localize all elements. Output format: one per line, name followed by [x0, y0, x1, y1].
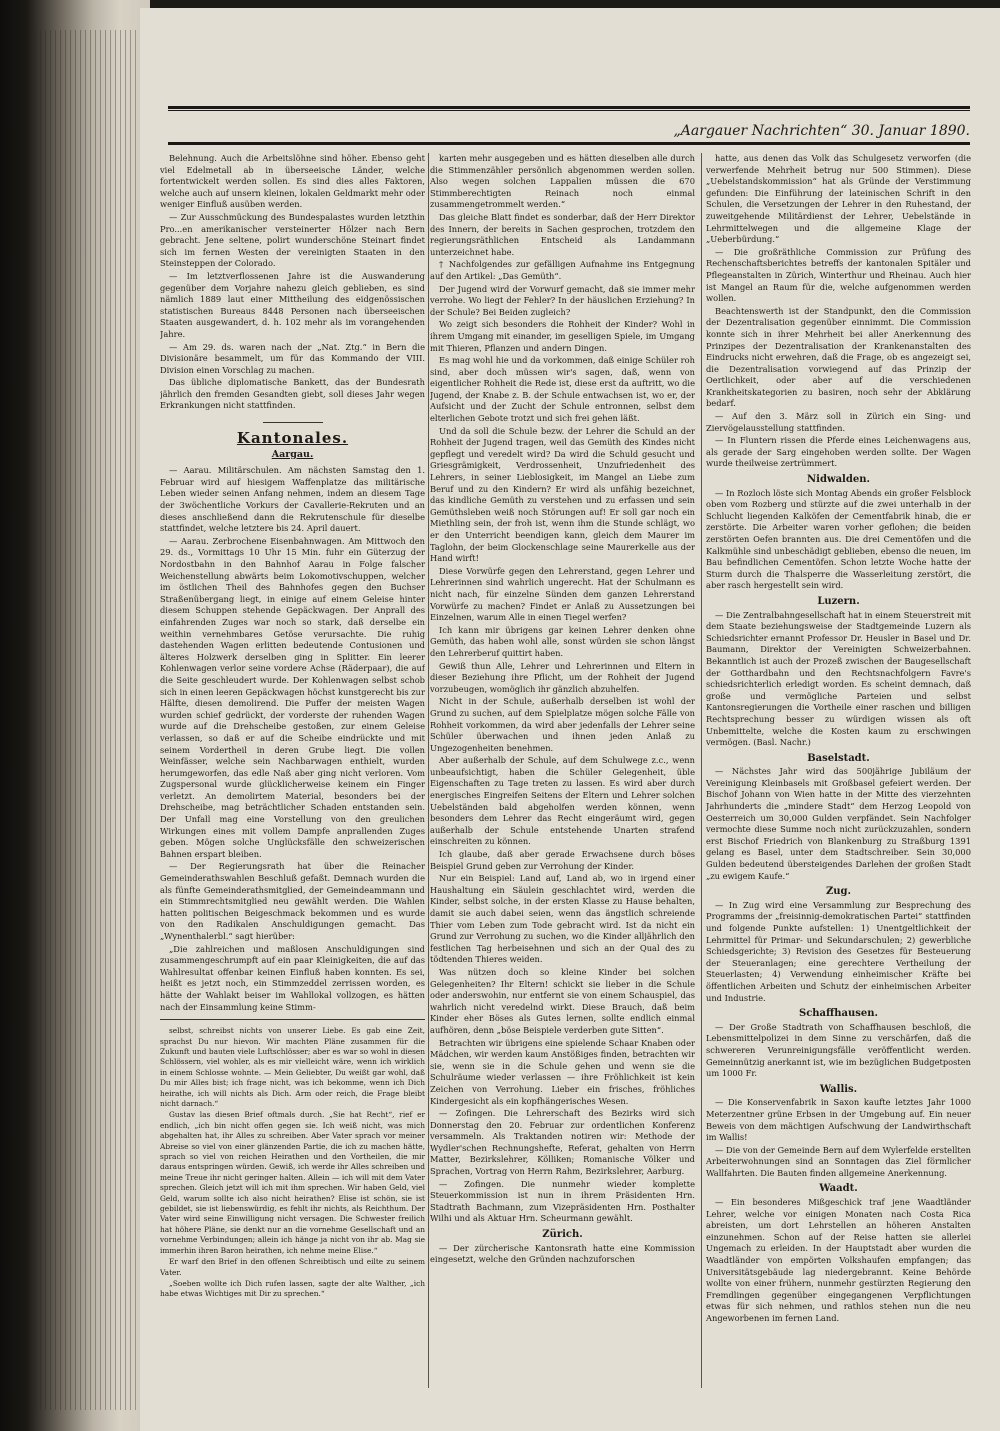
- article-paragraph: Der Jugend wird der Vorwurf gemacht, daß sie immer mehr verrohe. Wo liegt der Fehler? In der häuslichen Erziehung? In der Schule? Bei Beiden zugleich?: [430, 283, 695, 317]
- article-paragraph: Diese Vorwürfe gegen den Lehrerstand, gegen Lehrer und Lehrerinnen sind wahrlich ungerecht. Hat der Schulmann es nicht nach, für einzelne Sünden dem ganzen Lehrerstand Vorwürfe zu machen? Findet er Anlaß zu Aussetzungen bei Einzelnen, warum Alle in einen Tiegel werfen?: [430, 565, 695, 623]
- region-heading: Schaffhausen.: [798, 1008, 879, 1020]
- region-heading: Nidwalden.: [807, 474, 870, 486]
- region-heading: Waadt.: [819, 1183, 858, 1195]
- article-paragraph: Ich glaube, daß aber gerade Erwachsene durch böses Beispiel Grund geben zur Verrohung der Kinder.: [430, 849, 695, 871]
- region-heading: Luzern.: [817, 595, 860, 607]
- masthead-rule-top: [168, 106, 970, 109]
- article-paragraph: — Die von der Gemeinde Bern auf dem Wylerfelde erstellten Arbeiterwohnungen sind an Sonntagen das Ziel förmlicher Wallfahrten. Die Bauten finden allgemeine Anerkennung.: [706, 1144, 971, 1178]
- article-paragraph: — Die Konservenfabrik in Saxon kaufte letztes Jahr 1000 Meterzentner grüne Erbsen in der Umgebung auf. Ein neuer Beweis von dem mächtigen Aufschwung der Landwirthschaft im Wallis!: [706, 1097, 971, 1143]
- masthead-rule-bottom: [168, 142, 970, 145]
- article-paragraph: Was nützen doch so kleine Kinder bei solchen Gelegenheiten? Ihr Eltern! schickt sie lieber in die Schule oder anderswohin, nur entfernt sie von einem Schauspiel, das wahrlich nicht veredelnd wirkt. Diese Brauch, daß beim Kinder eher Böses als Gutes lernen, sollte endlich einmal aufhören, denn „böse Beispiele verderben gute Sitten“.: [430, 966, 695, 1035]
- article-paragraph: — Die großräthliche Commission zur Prüfung des Rechenschaftsberichtes betreffs der kantonalen Spitäler und Pflegeanstalten in Zürich, Winterthur und Rheinau. Auch hier ist Mangel an Raum für die, welche aufgenommen werden wollen.: [706, 246, 971, 304]
- article-paragraph: † Nachfolgendes zur gefälligen Aufnahme ins Entgegnung auf den Artikel: „Das Gemüth“.: [430, 259, 695, 281]
- feuilleton-paragraph: selbst, schreibst nichts von unserer Liebe. Es gab eine Zeit, sprachst Du nur hievon. Wir machten Pläne zusammen für die Zukunft und bauten viele Luftschlösser; aber es war so wohl in diesen Schlössern, viel wohler, als es mir vielleicht wäre, wenn ich wirklich in einem Schlosse wohnte. — Mein Geliebter, Du weißt gar wohl, daß Du mir Alles bist; ich frage nicht, was ich bekomme, wenn ich Dich heirathe, ich will nichts als Dich. Arm oder reich, die Frage bleibt nicht darnach.“: [160, 1026, 425, 1108]
- article-paragraph: — Der zürcherische Kantonsrath hatte eine Kommission eingesetzt, welche den Gründen nachzuforschen: [430, 1242, 695, 1265]
- region-heading: Zürich.: [542, 1229, 583, 1241]
- article-paragraph: — Aarau. Militärschulen. Am nächsten Samstag den 1. Februar wird auf hiesigem Waffenplatze das militärische Leben wieder seinen Anfang nehmen, indem an diesem Tage der 3wöchentliche Vorkurs der Cavallerie-Rekruten und an dieses anschließend dann die Rekrutenschule für dieselbe stattfindet, welche letztere bis 24. April dauert.: [160, 465, 425, 534]
- article-paragraph: hatte, aus denen das Volk das Schulgesetz verworfen (die verwerfende Mehrheit betrug nur 500 Stimmen). Diese „Uebelstandskommission“ hat als Gründe der Verstimmung gefunden: Die Einführung der lateinischen Schrift in den Schulen, die Versetzungen der Lehrer in den Ruhestand, der zuweitgehende Militärdienst der Lehrer, Uebelstände in Lehrmittelwegen und die allgemeine Klage der „Ueberbürdung.“: [706, 153, 971, 245]
- book-spine: [0, 0, 150, 1431]
- feuilleton-paragraph: „Soeben wollte ich Dich rufen lassen, sagte der alte Walther, „ich habe etwas Wichtiges mit Dir zu sprechen.“: [160, 1278, 425, 1299]
- article-paragraph: Ich kann mir übrigens gar keinen Lehrer denken ohne Gemüth, das haben wohl alle, sonst würden sie schon längst den Lehrerberuf quittirt haben.: [430, 624, 695, 658]
- region-heading: Zug.: [825, 886, 852, 898]
- article-paragraph: — In Zug wird eine Versammlung zur Besprechung des Programms der „freisinnig-demokratischen Partei“ stattfinden und folgende Punkte aufstellen: 1) Unentgeltlichkeit der Lehrmittel für Primar- und Sekundarschulen; 2) gewerbliche Schiedsgerichte; 3) Revision des Gesetzes für Besteuerung der Steueranlagen; eine gerechtere Vertheilung der Steuerlasten; 4) Verwendung einheimischer Kräfte bei öffentlichen Arbeiten und Schutz der einheimischen Arbeiter und Industrie.: [706, 899, 971, 1003]
- article-paragraph: Nicht in der Schule, außerhalb derselben ist wohl der Grund zu suchen, auf dem Spielplatze mögen solche Fälle von Rohheit vorkommen, da wird aber jedenfalls der Lehrer seine Schüler überwachen und ihnen jeden Anlaß zu Ungezogenheiten benehmen.: [430, 696, 695, 753]
- article-paragraph: — Zofingen. Die nunmehr wieder komplette Steuerkommission ist nun in ihrem Präsidenten Hrn. Stadtrath Bachmann, zum Vizepräsidenten Hrn. Posthalter Wilhi und als Aktuar Hrn. Scheurmann gewählt.: [430, 1178, 695, 1224]
- article-paragraph: — Ein besonderes Mißgeschick traf jene Waadtländer Lehrer, welche vor einigen Monaten nach Costa Rica abreisten, um dort Lehrstellen an höheren Anstalten einzunehmen. Schon auf der Reise hatten sie allerlei Ungemach zu erleiden. In der Hauptstadt aber wurden die Waadtländer von empörten Volkshaufen empfangen; das Universitätsgebäude lag niedergebrannt. Keine Behörde wollte von einer frühern, nunmehr gestürzten Regierung den Fremdlingen gegenüber eingegangenen Verpflichtungen etwas für sich nehmen, und rathlos stehen nun die neu Angeworbenen im fernen Land.: [706, 1197, 971, 1323]
- region-heading: Wallis.: [819, 1083, 858, 1095]
- column-divider-2: [701, 153, 702, 1388]
- article-paragraph: — Zofingen. Die Lehrerschaft des Bezirks wird sich Donnerstag den 20. Februar zur ordentlichen Konferenz versammeln. Als Traktanden notiren wir: Methode der Wydler'schen Rechnungshefte, Referat, gehalten von Herrn Matter, Bezirkslehrer, Kölliken; Romanische Völker und Sprachen, Vortrag von Herrn Rahm, Bezirkslehrer, Aarburg.: [430, 1108, 695, 1177]
- article-paragraph: Das gleiche Blatt findet es sonderbar, daß der Herr Direktor des Innern, der bereits in Sachen gesprochen, trotzdem den regierungsräthlichen Entscheid als Landammann unterzeichnet habe.: [430, 211, 695, 257]
- article-paragraph: — Die Zentralbahngesellschaft hat in einem Steuerstreit mit dem Staate beziehungsweise der Stadtgemeinde Luzern als Schiedsrichter ernannt Professor Dr. Heusler in Basel und Dr. Baumann, Direktor der Vereinigten Schweizerbahnen. Bekanntlich ist auch der Prozeß zwischen der Baugesellschaft der Gotthardbahn und den Rechtsnachfolgern Favre's schiedsrichterlich erledigt worden. Es scheint demnach, daß große und vermögliche Parteien und selbst Kantonsregierungen die Vortheile einer raschen und billigen Rechtsprechung besser zu würdigen wissen als oft Unbemittelte, welche die Kosten kaum zu erschwingen vermögen. (Basl. Nachr.): [706, 609, 971, 748]
- subsection-heading: Aargau.: [271, 448, 314, 460]
- feuilleton-paragraph: Er warf den Brief in den offenen Schreibtisch und eilte zu seinem Vater.: [160, 1257, 425, 1277]
- article-paragraph: — Auf den 3. März soll in Zürich ein Sing- und Ziervögelausstellung stattfinden.: [706, 411, 971, 433]
- article-paragraph: — In Rozloch löste sich Montag Abends ein großer Felsblock oben vom Rozberg und stürzte auf die zwei unterhalb in der Schlucht liegenden Kalköfen der Cementfabrik hinab, die er zerstörte. Die Arbeiter waren vorher geflohen; die beiden zerstörten Oefen brannten aus. Die drei Cementöfen und die Kalkmühle sind unbeschädigt geblieben, ebenso die neuen, im Bau befindlichen Cementöfen. Schon letzte Woche hatte der Sturm durch die Thalsperre die Wasserleitung zerstört, die aber rasch hergestellt sein wird.: [706, 487, 971, 591]
- article-paragraph: karten mehr ausgegeben und es hätten dieselben alle durch die Stimmenzähler persönlich abgenommen werden sollen. Also wegen solchen Lappalien müssen die 670 Stimmberechtigten Reinach noch einmal zusammengetrommelt werden.“: [430, 153, 695, 210]
- article-paragraph: Gewiß thun Alle, Lehrer und Lehrerinnen und Eltern in dieser Beziehung ihre Pflicht, um der Rohheit der Jugend vorzubeugen, womöglich ihr gänzlich abzuhelfen.: [430, 660, 695, 694]
- column-3: [706, 153, 971, 1393]
- article-paragraph: — Im letztverflossenen Jahre ist die Auswanderung gegenüber dem Vorjahre nahezu gleich geblieben, es sind nämlich 1889 laut einer Mittheilung des eidgenössischen statistischen Bureaus 8448 Personen nach überseeischen Staaten ausgewandert, d. h. 102 mehr als im vorangehenden Jahre.: [160, 270, 425, 339]
- section-heading: Kantonales.: [236, 429, 349, 448]
- article-paragraph: „Die zahlreichen und maßlosen Anschuldigungen sind zusammengeschrumpft auf ein paar Kleinigkeiten, die auf das Wahlresultat offenbar keinen Einfluß haben konnten. Es sei, heißt es jetzt noch, ein Stimmzeddel zerrissen worden, es hätte der Wahlakt beiser im Wahllokal vollzogen, es hätten nach der Einsammlung keine Stimm-: [160, 943, 425, 1012]
- article-paragraph: Aber außerhalb der Schule, auf dem Schulwege z.c., wenn unbeaufsichtigt, haben die Schüler Gelegenheit, üble Eigenschaften zu Tage treten zu lassen. Es wird aber durch energisches Eingreifen Seitens der Eltern und Lehrer solchen Uebelständen bald abgeholfen werden können, wenn besonders dem Lehrer das Recht eingeräumt wird, gegen außerhalb der Schule entstehende Unarten strafend einschreiten zu können.: [430, 755, 695, 847]
- article-paragraph: Beachtenswerth ist der Standpunkt, den die Commission der Dezentralisation gegenüber einnimmt. Die Commission konnte sich in ihrer Mehrheit bei aller Anerkennung des Prinzipes der Dezentralisation der Krankenanstalten des Eindrucks nicht erwehren, daß die Frage, ob es angezeigt sei, die Dezentralisation vorwiegend auf das Prinzip der Oertlichkeit, oder aber auf die verschiedenen Krankheitskategorien zu basiren, noch sehr der Abklärung bedarf.: [706, 305, 971, 409]
- article-paragraph: Betrachten wir übrigens eine spielende Schaar Knaben oder Mädchen, wir werden kaum Anstößiges finden, betrachten wir sie, wenn sie in die Schule gehen und wenn sie die Schulräume wieder verlassen — ihre Fröhlichkeit ist kein Zeichen von Verrohung. Lieber ein frisches, fröhliches Kindergesicht als ein kopfhängerisches Wesen.: [430, 1037, 695, 1106]
- masthead-rule-top-thin: [168, 110, 970, 111]
- article-paragraph: Nur ein Beispiel: Land auf, Land ab, wo in irgend einer Haushaltung ein Säulein geschlachtet wird, werden die Kinder, selbst solche, in der ersten Klasse zu Hause behalten, damit sie auch dabei seien, wenn das ängstlich schreiende Thier vom Leben zum Tode gebracht wird. Ist da nicht ein Grund zur Verrohung zu suchen, wo die Kinder alljährlich den festlichen Tag herbeisehnen und sich an der Qual des zu tödtenden Thieres weiden.: [430, 873, 695, 965]
- column-2: [430, 153, 695, 1393]
- column-divider-1: [428, 153, 429, 1388]
- page-edges: [30, 30, 145, 1410]
- article-paragraph: Und da soll die Schule bezw. der Lehrer die Schuld an der Rohheit der Jugend tragen, weil das Gemüth des Kindes nicht gepflegt und veredelt wird? Da wird die Schuld gesucht und Griesgrämigkeit, Verdrossenheit, Unzufriedenheit des Lehrers, in seiner Lieblosigkeit, im Mangel an Liebe zum Beruf und zu den Kindern? Er wird als unfähig bezeichnet, das kindliche Gemüth zu verstehen und zu erfassen und sein Gemüthsleben weiß noch Störungen auf! Er soll gar noch ein Miethling sein, der froh ist, wenn ihm die Stunde schlägt, wo er den Unterricht beendigen kann, gleich dem Maurer im Taglohn, der beim Glockenschlage seine Maurerkelle aus der Hand wirft!: [430, 425, 695, 564]
- column-1: [160, 153, 425, 1388]
- article-paragraph: — Aarau. Zerbrochene Eisenbahnwagen. Am Mittwoch den 29. ds., Vormittags 10 Uhr 15 Min. fuhr ein Güterzug der Nordostbahn in den Bahnhof Aarau in Folge falscher Weichenstellung abwärts beim Lokomotivschuppen, welcher im östlichen Theil des Bahnhofes gegen den Buchser Straßenübergang liegt, in einige auf einem Geleise hinter diesem Schuppen stehende Gepäckwagen. Der Anprall des einfahrenden Zuges war noch so stark, daß derselbe ein weithin vernehmbares Getöse verursachte. Die ruhig dastehenden Wagen erlitten bedeutende Contusionen und älteres Holzwerk derselben ging in Splitter. Ein leerer Kohlenwagen verlor seine vordere Achse (Räderpaar), die auf die Seite geschleudert wurde. Der Kohlenwagen selbst schob sich in einen leeren Gepäckwagen höchst kunstgerecht bis zur Hälfte, diesen demolirend. Die Puffer der meisten Wagen wurden schief gedrückt, der vorderste der ruhenden Wagen wurde auf die Drehscheibe gestoßen, zur einem Geleise verlassen, so daß er auf die Scheibe eindrückte und mit seinem Vordertheil in deren Grube liegt. Die vollen Weinfässer, welche sein Nachbarwagen enthielt, wurden herumgeworfen, das edle Naß aber ging nicht verloren. Vom Zugspersonal wurde glücklicherweise keinem ein Finger verletzt. An demolirtem Material, besonders bei der Drehscheibe, mag beträchtlicher Schaden entstanden sein. Der Unfall mag eine Vorstellung von den greulichen Wirkungen eines mit vollem Dampfe anprallenden Zuges geben. Mögen solche Unglücksfälle den schweizerischen Bahnen erspart bleiben.: [160, 535, 425, 859]
- article-paragraph: Es mag wohl hie und da vorkommen, daß einige Schüler roh sind, aber doch müssen wir's sagen, daß, wenn von eigentlicher Rohheit die Rede ist, diese erst da auftritt, wo die Jugend, der Knabe z. B. der Schule entwachsen ist, wo er, der Aufsicht und der Zucht der Schule entronnen, selbst dem elterlichen Gebote trotzt und sich frei gehen läßt.: [430, 355, 695, 424]
- article-paragraph: — In Fluntern rissen die Pferde eines Leichenwagens aus, als gerade der Sarg eingehoben werden sollte. Der Wagen wurde theilweise zertrümmert.: [706, 435, 971, 469]
- section-divider: [263, 422, 323, 423]
- article-paragraph: — Am 29. ds. waren nach der „Nat. Ztg.“ in Bern die Divisionäre besammelt, um für das Kommando der VIII. Division einen Vorschlag zu machen.: [160, 341, 425, 375]
- article-paragraph: Wo zeigt sich besonders die Rohheit der Kinder? Wohl in ihrem Umgang mit einander, im geselligen Spiele, im Umgang mit Thieren, Pflanzen und andern Dingen.: [430, 319, 695, 353]
- article-paragraph: — Zur Ausschmückung des Bundespalastes wurden letzthin Pro...en amerikanischer versteinerter Hölzer nach Bern gebracht. Jene seltene, polirt wunderschöne Steinart findet sich im fernen Westen der vereinigten Staaten in den Steinsteppen der Colorado.: [160, 211, 425, 269]
- feuilleton-divider: [160, 1019, 425, 1020]
- article-paragraph: — Der Regierungsrath hat über die Reinacher Gemeinderathswahlen Beschluß gefaßt. Demnach wurden die als fünfte Gemeinderathsmitglied, der Gemeindeammann und ein Stimmrechtsmitglied neu gewählt werden. Die Wahlen hatten politischen Beigeschmack bekommen und es wurde von den Radikalen Anschuldigungen gemacht. Das „Wynenthalerbl.“ sagt hierüber:: [160, 861, 425, 941]
- newspaper-page: [140, 8, 1000, 1431]
- article-paragraph: Belehnung. Auch die Arbeitslöhne sind höher. Ebenso geht viel Edelmetall ab in überseeische Länder, welche fortentwickelt werden sollen. Es sind dies alles Faktoren, welche auch auf unsern kleinen, lokalen Geldmarkt mehr oder weniger Einfluß ausüben werden.: [160, 153, 425, 210]
- region-heading: Baselstadt.: [807, 752, 870, 764]
- article-paragraph: — Nächstes Jahr wird das 500jährige Jubiläum der Vereinigung Kleinbasels mit Großbasel gefeiert werden. Der Bischof Johann von Wien hatte in der Mitte des vierzehnten Jahrhunderts die „mindere Stadt“ dem Herzog Leopold von Oesterreich um 30,000 Gulden verpfändet. Sein Nachfolger vermochte diese Summe noch nicht zurückzuzahlen, sondern erst Bischof Friedrich von Blankenburg zu Straßburg 1391 gelang es Basel, unter dem Stadtschreiber. Sein 30,000 Gulden bedeutend übersteigendes Darlehen der großen Stadt „zu ewigem Kaufe.“: [706, 766, 971, 881]
- article-paragraph: — Der Große Stadtrath von Schaffhausen beschloß, die Lebensmittelpolizei in dem Sinne zu verschärfen, daß die schwereren Verunreinigungsfälle veröffentlicht werden. Gemeinnützig anerkannt ist, wie im bezüglichen Budgetposten um 1000 Fr.: [706, 1021, 971, 1079]
- masthead-title: „Aargauer Nachrichten“ 30. Januar 1890.: [673, 123, 970, 139]
- feuilleton: [160, 1026, 425, 1300]
- feuilleton-paragraph: Gustav las diesen Brief oftmals durch. „Sie hat Recht“, rief er endlich, „ich bin nicht offen gegen sie. Ich weiß nicht, was mich abgehalten hat, ihr Alles zu schreiben. Aber Vater sprach vor meiner Abreise so viel von einer glänzenden Partie, die ich zu machen hätte, sprach so viel von reichen Heirathen und den Vortheilen, die mir daraus entspringen würden. Gewiß, ich werde ihr Alles schreiben und meine Treue ihr nicht geringer halten. Allein — ich will mit dem Vater sprechen. Gleich jetzt will ich mit ihm sprechen. Wir haben Geld, viel Geld, warum sollte ich also nicht heirathen? Elise ist schön, sie ist gebildet, sie ist liebenswürdig, es fehlt ihr nichts, als Reichthum. Der Vater wird seine Einwilligung nicht versagen. Die Schwester freilich hat höhere Pläne, sie denkt nur an die vornehme Gesellschaft und an vornehme Verbindungen; allein ich hänge ja nicht von ihr ab. Mag sie immerhin ihren Baron heirathen, ich nehme meine Elise.“: [160, 1110, 425, 1255]
- article-paragraph: Das übliche diplomatische Bankett, das der Bundesrath jährlich den fremden Gesandten giebt, soll dieses Jahr wegen Erkrankungen nicht stattfinden.: [160, 377, 425, 411]
